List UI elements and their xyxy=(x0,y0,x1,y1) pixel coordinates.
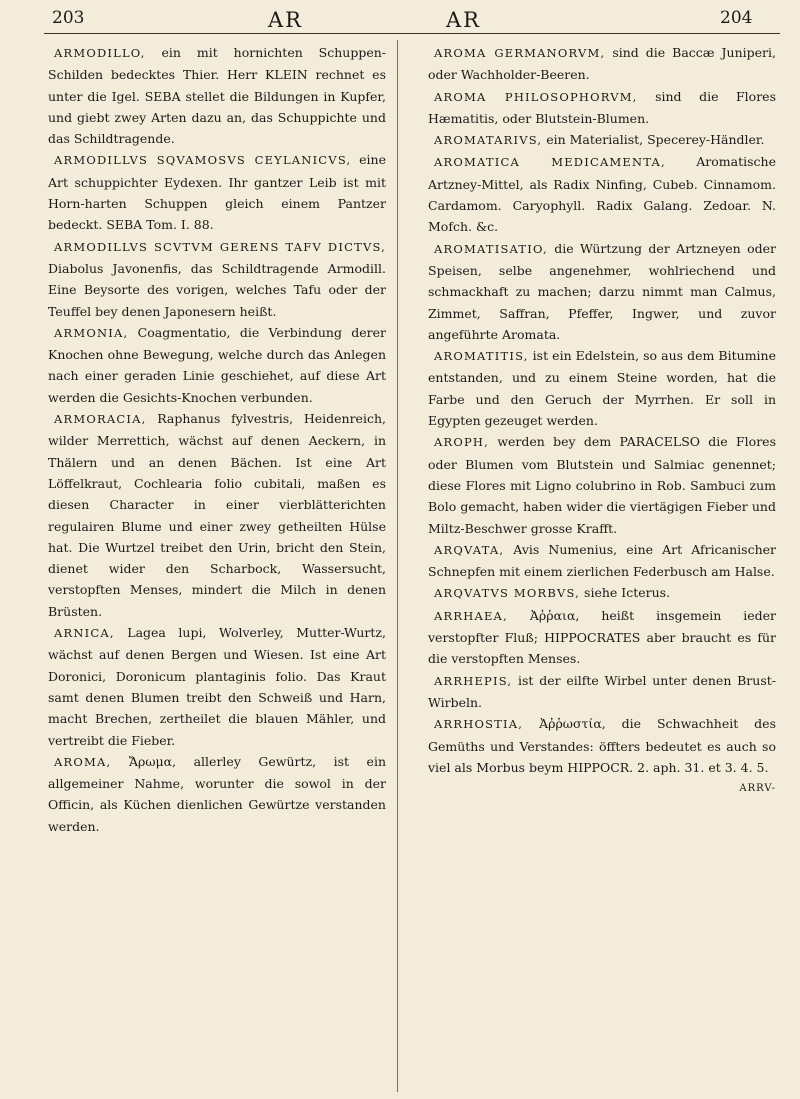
running-header xyxy=(0,6,800,34)
entry-aromatitis: AROMATITIS, ist ein Edelstein, so aus dem Bitumine entstanden, und zu einem Steine worden, hat die Farbe und den Geruch der Myrrhen. Er soll in Egypten gezeuget werden. xyxy=(428,348,776,429)
entry-aromatarius: AROMATARIVS, ein Materialist, Specerey-Händler. xyxy=(434,132,765,148)
catchword: ARRV- xyxy=(739,783,776,795)
header-rule xyxy=(44,33,780,34)
column-title-right: AR xyxy=(446,8,481,32)
entry-armodillo: ARMODILLO, ein mit hornichten Schuppen-Schilden bedecktes Thier. Herr KLEIN rechnet es unter die Igel. SEBA stellet die Bildungen in Kupfer, und giebt zwey Arten dazu an, das Schuppichte und das Schildtragende. xyxy=(48,45,386,147)
entry-arrhaea: ARRHAEA, Ἀῤῥαια, heißt insgemein ieder verstopfter Fluß; HIPPOCRATES aber braucht es für die verstopften Menses. xyxy=(428,607,776,667)
entry-aroma: AROMA, Ἄρωμα, allerley Gewürtz, ist ein allgemeiner Nahme, worunter die sowol in der Officin, als Küchen dienlichen Gewürtze verstanden werden. xyxy=(48,753,386,834)
entry-arrhepis: ARRHEPIS, ist der eilfte Wirbel unter denen Brust-Wirbeln. xyxy=(428,672,776,710)
column-title-left: AR xyxy=(268,8,303,32)
left-column xyxy=(48,42,386,837)
entry-armodillus-scutum: ARMODILLVS SCVTVM GERENS TAFV DICTVS, Diabolus Javonenfis, das Schildtragende Armodill. Eine Beysorte des vorigen, welches Tafu oder der Teuffel bey denen Japonesern heißt. xyxy=(48,239,386,319)
entry-armodillus-squamosus: ARMODILLVS SQVAMOSVS CEYLANICVS, eine Art schuppichter Eydexen. Ihr gantzer Leib ist mit Horn-harten Schuppen gleich einem Pantzer bedeckt. SEBA Tom. I. 88. xyxy=(48,152,386,233)
page-number-right: 204 xyxy=(720,8,753,28)
column-divider xyxy=(397,40,398,1092)
entry-aroph: AROPH, werden bey dem PARACELSO die Flores oder Blumen vom Blutstein und Salmiac genennet; diese Flores mit Ligno colubrino in Rob. Sambuci zum Bolo gemacht, haben wider die viertägigen Fieber und Miltz-Beschwer grosse Krafft. xyxy=(428,434,776,536)
entry-aroma-germanorum: AROMA GERMANORVM, sind die Baccæ Juniperi, oder Wachholder-Beeren. xyxy=(428,45,776,83)
page-number-left: 203 xyxy=(52,8,85,28)
entry-arquata: ARQVATA, Avis Numenius, eine Art Africanischer Schnepfen mit einem zierlichen Federbusch am Halse. xyxy=(428,541,776,580)
entry-arquatus-morbus: ARQVATVS MORBVS, siehe Icterus. xyxy=(434,585,671,601)
right-column xyxy=(428,42,776,799)
entry-arrhostia: ARRHOSTIA, Ἀῤῥωστία, die Schwachheit des Gemüths und Verstandes: öffters bedeutet es auch so viel als Morbus beym HIPPOCR. 2. aph. 31. et 3. 4. 5. xyxy=(428,716,776,775)
entry-arnica: ARNICA, Lagea lupi, Wolverley, Mutter-Wurtz, wächst auf denen Bergen und Wiesen. Ist eine Art Doronici, Doronicum plantaginis folio. Das Kraut samt denen Blumen treibt den Schweiß und Harn, macht Brechen, zertheilet die blauen Mähler, und vertreibt die Fieber. xyxy=(48,625,386,748)
entry-aromatisatio: AROMATISATIO, die Würtzung der Artzneyen oder Speisen, selbe angenehmer, wohlriechend und schmackhaft zu machen; darzu nimmt man Calmus, Zimmet, Saffran, Pfeffer, Ingwer, und zuvor angeführte Aromata. xyxy=(428,240,776,342)
entry-armoracia: ARMORACIA, Raphanus fylvestris, Heidenreich, wilder Merrettich, wächst auf denen Aeckern, in Thälern und an denen Bächen. Ist eine Art Löffelkraut, Cochlearia folio cubitali, maßen es diesen Character in einer vierblätterichten regulairen Blume und einer zwey getheilten Hülse hat. Die Wurtzel treibet den Urin, bricht den Stein, dienet wider den Scharbock, Wassersucht, verstopften Menses, mindert die Milch in denen Brüsten. xyxy=(48,411,386,619)
entry-aroma-philosophorum: AROMA PHILOSOPHORVM, sind die Flores Hæmatitis, oder Blutstein-Blumen. xyxy=(428,88,776,126)
entry-armonia: ARMONIA, Coagmentatio, die Verbindung derer Knochen ohne Bewegung, welche durch das Anlegen nach einer geraden Linie geschiehet, auf diese Art werden die Gesichts-Knochen verbunden. xyxy=(48,324,387,405)
entry-aromatica-medicamenta: AROMATICA MEDICAMENTA, Aromatische Artzney-Mittel, als Radix Ninfing, Cubeb. Cinnamom. Cardamom. Caryophyll. Radix Galang. Zedoar. N. Mofch. &c. xyxy=(428,154,776,235)
